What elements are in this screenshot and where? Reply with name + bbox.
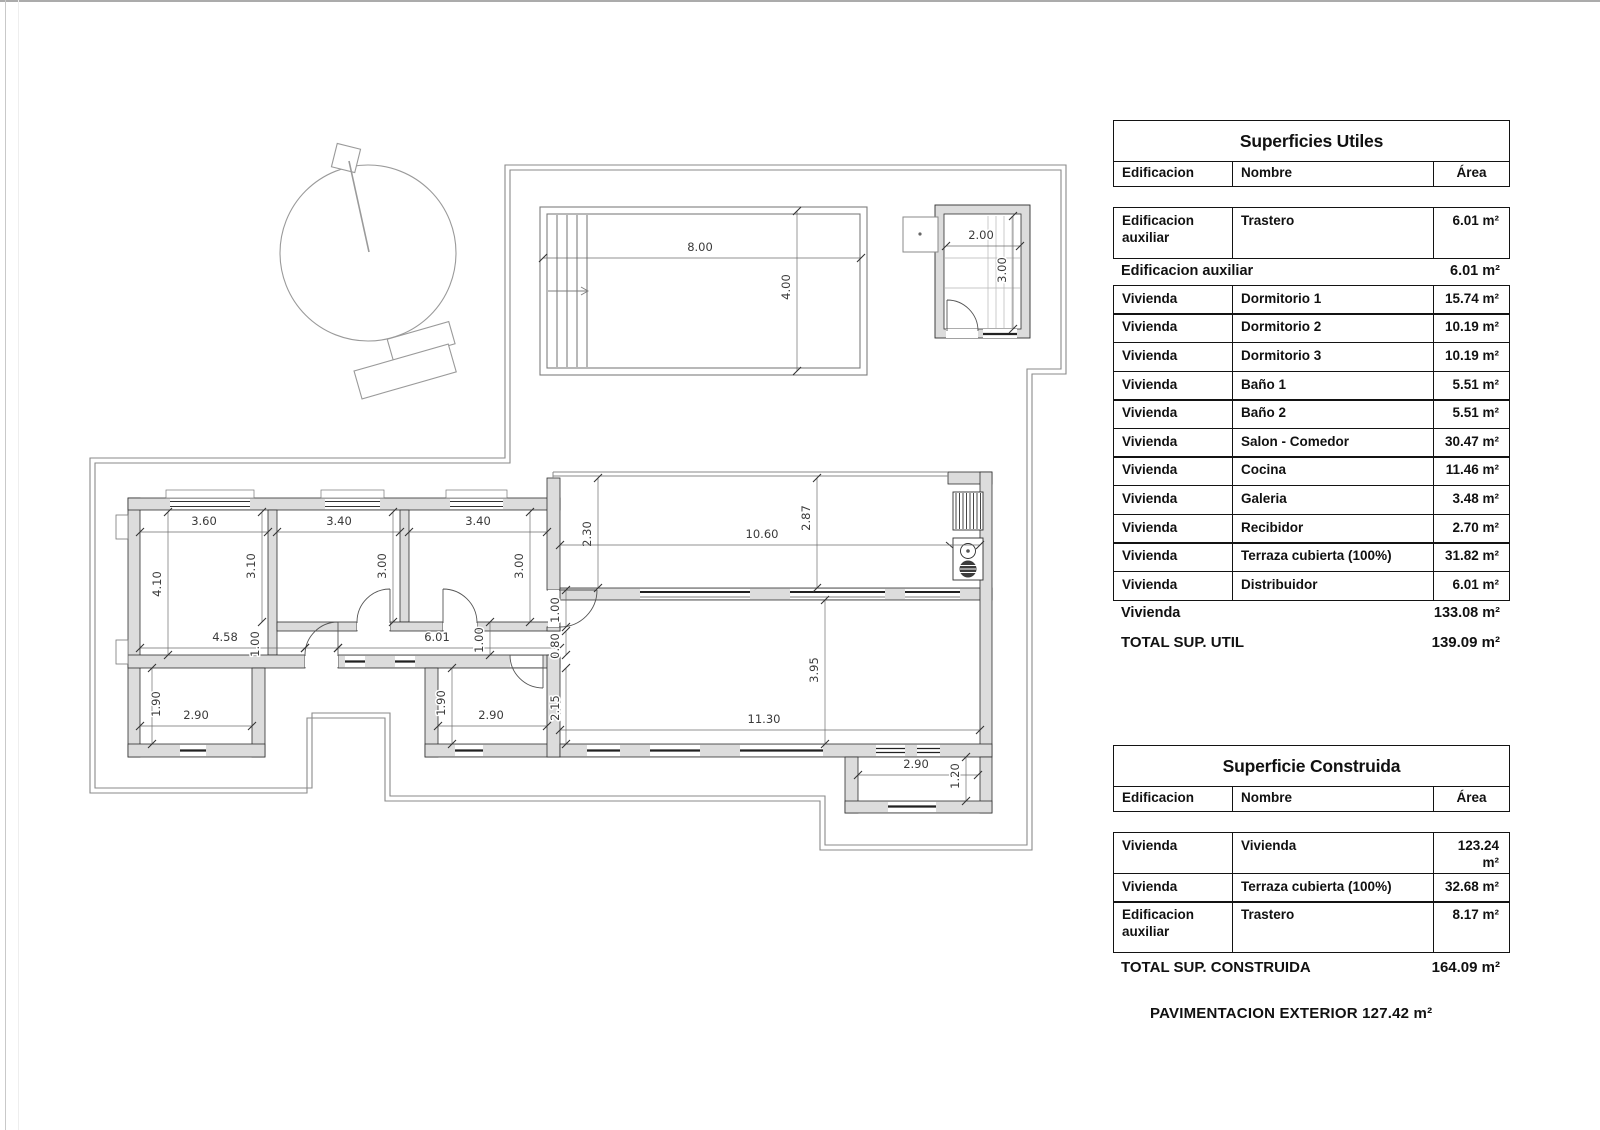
dimension-label: 6.01 (424, 630, 450, 644)
dimension-label: 1.20 (948, 763, 962, 789)
column-header-nombre: Nombre (1233, 162, 1434, 186)
dimension-label: 1.00 (472, 627, 486, 653)
row-label: Vivienda (1121, 604, 1181, 621)
column-header-edificacion: Edificacion (1114, 787, 1233, 811)
table-cell: Vivienda (1114, 343, 1233, 371)
dimension-label: 4.10 (150, 571, 164, 597)
dimension-label: 2.00 (968, 228, 994, 242)
sliding-door (876, 745, 905, 756)
window (888, 802, 936, 812)
wall (547, 478, 560, 590)
dimension-label: 3.40 (465, 514, 491, 528)
table-cell: Terraza cubierta (100%) (1233, 874, 1434, 902)
table-cell: Vivienda (1114, 543, 1233, 571)
table-cell: Vivienda (1114, 400, 1233, 428)
dimension-label: 3.00 (995, 257, 1009, 283)
window (166, 490, 254, 509)
table-row (1113, 399, 1510, 429)
dimension-label: 3.00 (512, 553, 526, 579)
table-cell: Cocina (1233, 457, 1434, 485)
table-row (1113, 953, 1510, 982)
table-cell: 32.68 m² (1444, 878, 1499, 894)
table-cell: Vivienda (1114, 572, 1233, 600)
table-cell: Vivienda (1114, 874, 1233, 902)
table-row (1113, 571, 1510, 601)
pavimentacion-note: PAVIMENTACION EXTERIOR 127.42 m² (1150, 1005, 1433, 1022)
table-gap (1113, 812, 1510, 834)
circle-tank (280, 165, 456, 341)
table-cell: Trastero (1233, 902, 1434, 952)
wall (425, 744, 560, 757)
kitchen-fixtures (946, 492, 983, 580)
dimension-label: 4.00 (779, 274, 793, 300)
window (740, 745, 823, 756)
table-title: Superficies Utiles (1113, 120, 1510, 162)
row-label: TOTAL SUP. CONSTRUIDA (1121, 959, 1311, 977)
table-cell: Edificacion auxiliar (1114, 208, 1233, 258)
dimension-label: 3.95 (807, 657, 821, 683)
table-row (1113, 371, 1510, 401)
table-cell: Salon - Comedor (1233, 429, 1434, 457)
column-header-edificacion: Edificacion (1114, 162, 1233, 186)
table-cell: Dormitorio 3 (1233, 343, 1434, 371)
dimension-label: 2.90 (183, 708, 209, 722)
window (455, 745, 483, 756)
table-superficies-utiles (1113, 120, 1510, 657)
table-cell: Vivienda (1114, 372, 1233, 400)
table-row (1113, 207, 1510, 259)
table-cell: Vivienda (1114, 833, 1233, 873)
table-cell: 10.19 m² (1444, 319, 1499, 335)
dimension-label: 4.58 (212, 630, 238, 644)
storage-building (903, 205, 1030, 338)
dimension-label: 2.15 (548, 695, 562, 721)
column-header-nombre: Nombre (1233, 787, 1434, 811)
table-cell: Vivienda (1114, 286, 1233, 314)
table-cell: Vivienda (1114, 314, 1233, 342)
swimming-pool (540, 207, 867, 375)
door-swing (357, 589, 390, 622)
row-area: 164.09 m² (1431, 959, 1500, 977)
table-cell: Dormitorio 1 (1233, 286, 1434, 314)
window (587, 745, 620, 756)
table-cell: 6.01 m² (1452, 213, 1499, 229)
table-row (1113, 285, 1510, 315)
dimension-label: 2.90 (903, 757, 929, 771)
dimension-label: 11.30 (747, 712, 781, 726)
table-cell: Edificacion auxiliar (1114, 902, 1233, 952)
dimension-label: 2.87 (799, 505, 813, 531)
barbecue (953, 492, 983, 530)
dimension-label: 0.80 (548, 633, 562, 659)
table-cell: Vivienda (1114, 515, 1233, 543)
table-cell: Vivienda (1233, 833, 1434, 873)
table-row (1113, 832, 1510, 874)
dimension-label: 8.00 (687, 240, 713, 254)
window (180, 745, 206, 756)
dimension-label: 2.90 (478, 708, 504, 722)
table-header-row (1113, 161, 1510, 187)
table-row (1113, 901, 1510, 953)
dimension-label: 2.30 (580, 521, 594, 547)
table-row (1113, 313, 1510, 343)
table-row (1113, 628, 1510, 657)
table-cell: Distribuidor (1233, 572, 1434, 600)
table-row (1113, 342, 1510, 372)
table-cell: Baño 2 (1233, 400, 1434, 428)
table-cell: Baño 1 (1233, 372, 1434, 400)
table-row (1113, 873, 1510, 903)
table-cell: Trastero (1233, 208, 1434, 258)
sliding-door (917, 745, 940, 756)
table-row (1113, 514, 1510, 544)
table-cell: 11.46 m² (1445, 462, 1499, 478)
window (650, 745, 700, 756)
dimension-label: 3.00 (375, 553, 389, 579)
table-cell: 15.74 m² (1444, 290, 1499, 306)
dimension-label: 3.60 (191, 514, 217, 528)
window (790, 589, 885, 599)
table-cell: 31.82 m² (1444, 548, 1499, 564)
table-row (1113, 601, 1510, 628)
window-box (116, 515, 128, 539)
dimension-label: 1.00 (248, 631, 262, 657)
column-header-area: Área (1456, 789, 1487, 805)
table-cell: Dormitorio 2 (1233, 314, 1434, 342)
dimension-label: 1.90 (149, 691, 163, 717)
table-cell: 6.01 m² (1452, 576, 1499, 592)
table-cell: Vivienda (1114, 457, 1233, 485)
table-cell: 3.48 m² (1452, 491, 1499, 507)
dimension-label: 3.10 (244, 553, 258, 579)
table-cell: Recibidor (1233, 515, 1434, 543)
wall (400, 510, 409, 622)
window (905, 589, 960, 599)
table-cell: 2.70 m² (1452, 519, 1499, 535)
wall (547, 627, 560, 631)
door-swing (443, 589, 477, 622)
table-cell: Vivienda (1114, 486, 1233, 514)
table-header-row (1113, 786, 1510, 812)
window (345, 656, 365, 667)
well-feature (280, 143, 456, 398)
dimension-label: 1.90 (434, 690, 448, 716)
row-area: 133.08 m² (1433, 604, 1500, 621)
table-cell: Vivienda (1114, 429, 1233, 457)
dimension-label: 3.40 (326, 514, 352, 528)
table-row (1113, 456, 1510, 486)
row-label: TOTAL SUP. UTIL (1121, 633, 1245, 651)
door-opening (946, 329, 978, 338)
table-cell: Terraza cubierta (100%) (1233, 543, 1434, 571)
dimension-label: 1.00 (548, 597, 562, 623)
window-box (116, 640, 128, 664)
window (321, 490, 384, 509)
row-area: 6.01 m² (1450, 263, 1500, 280)
table-body (1113, 832, 1510, 982)
table-row (1113, 485, 1510, 515)
window (446, 490, 507, 509)
table-cell: Galeria (1233, 486, 1434, 514)
window (395, 656, 415, 667)
table-row (1113, 259, 1510, 286)
dimension-label: 10.60 (745, 527, 779, 541)
table-cell: 10.19 m² (1444, 348, 1499, 364)
row-label: Edificacion auxiliar (1121, 263, 1254, 280)
windows (116, 490, 960, 812)
table-gap (1113, 187, 1510, 209)
window (640, 589, 750, 599)
wall (128, 498, 140, 757)
column-header-area: Área (1456, 164, 1487, 180)
wall (268, 510, 277, 655)
table-row (1113, 542, 1510, 572)
table-cell: 8.17 m² (1452, 907, 1499, 923)
table-row (1113, 428, 1510, 458)
row-area: 139.09 m² (1431, 633, 1500, 651)
table-cell: 123.24 m² (1457, 838, 1499, 871)
table-title: Superficie Construida (1113, 745, 1510, 787)
table-cell: 30.47 m² (1444, 433, 1499, 449)
table-superficie-construida (1113, 745, 1510, 982)
table-body (1113, 207, 1510, 657)
table-cell: 5.51 m² (1452, 376, 1499, 392)
table-cell: 5.51 m² (1452, 405, 1499, 421)
terrace-edge (553, 472, 948, 478)
